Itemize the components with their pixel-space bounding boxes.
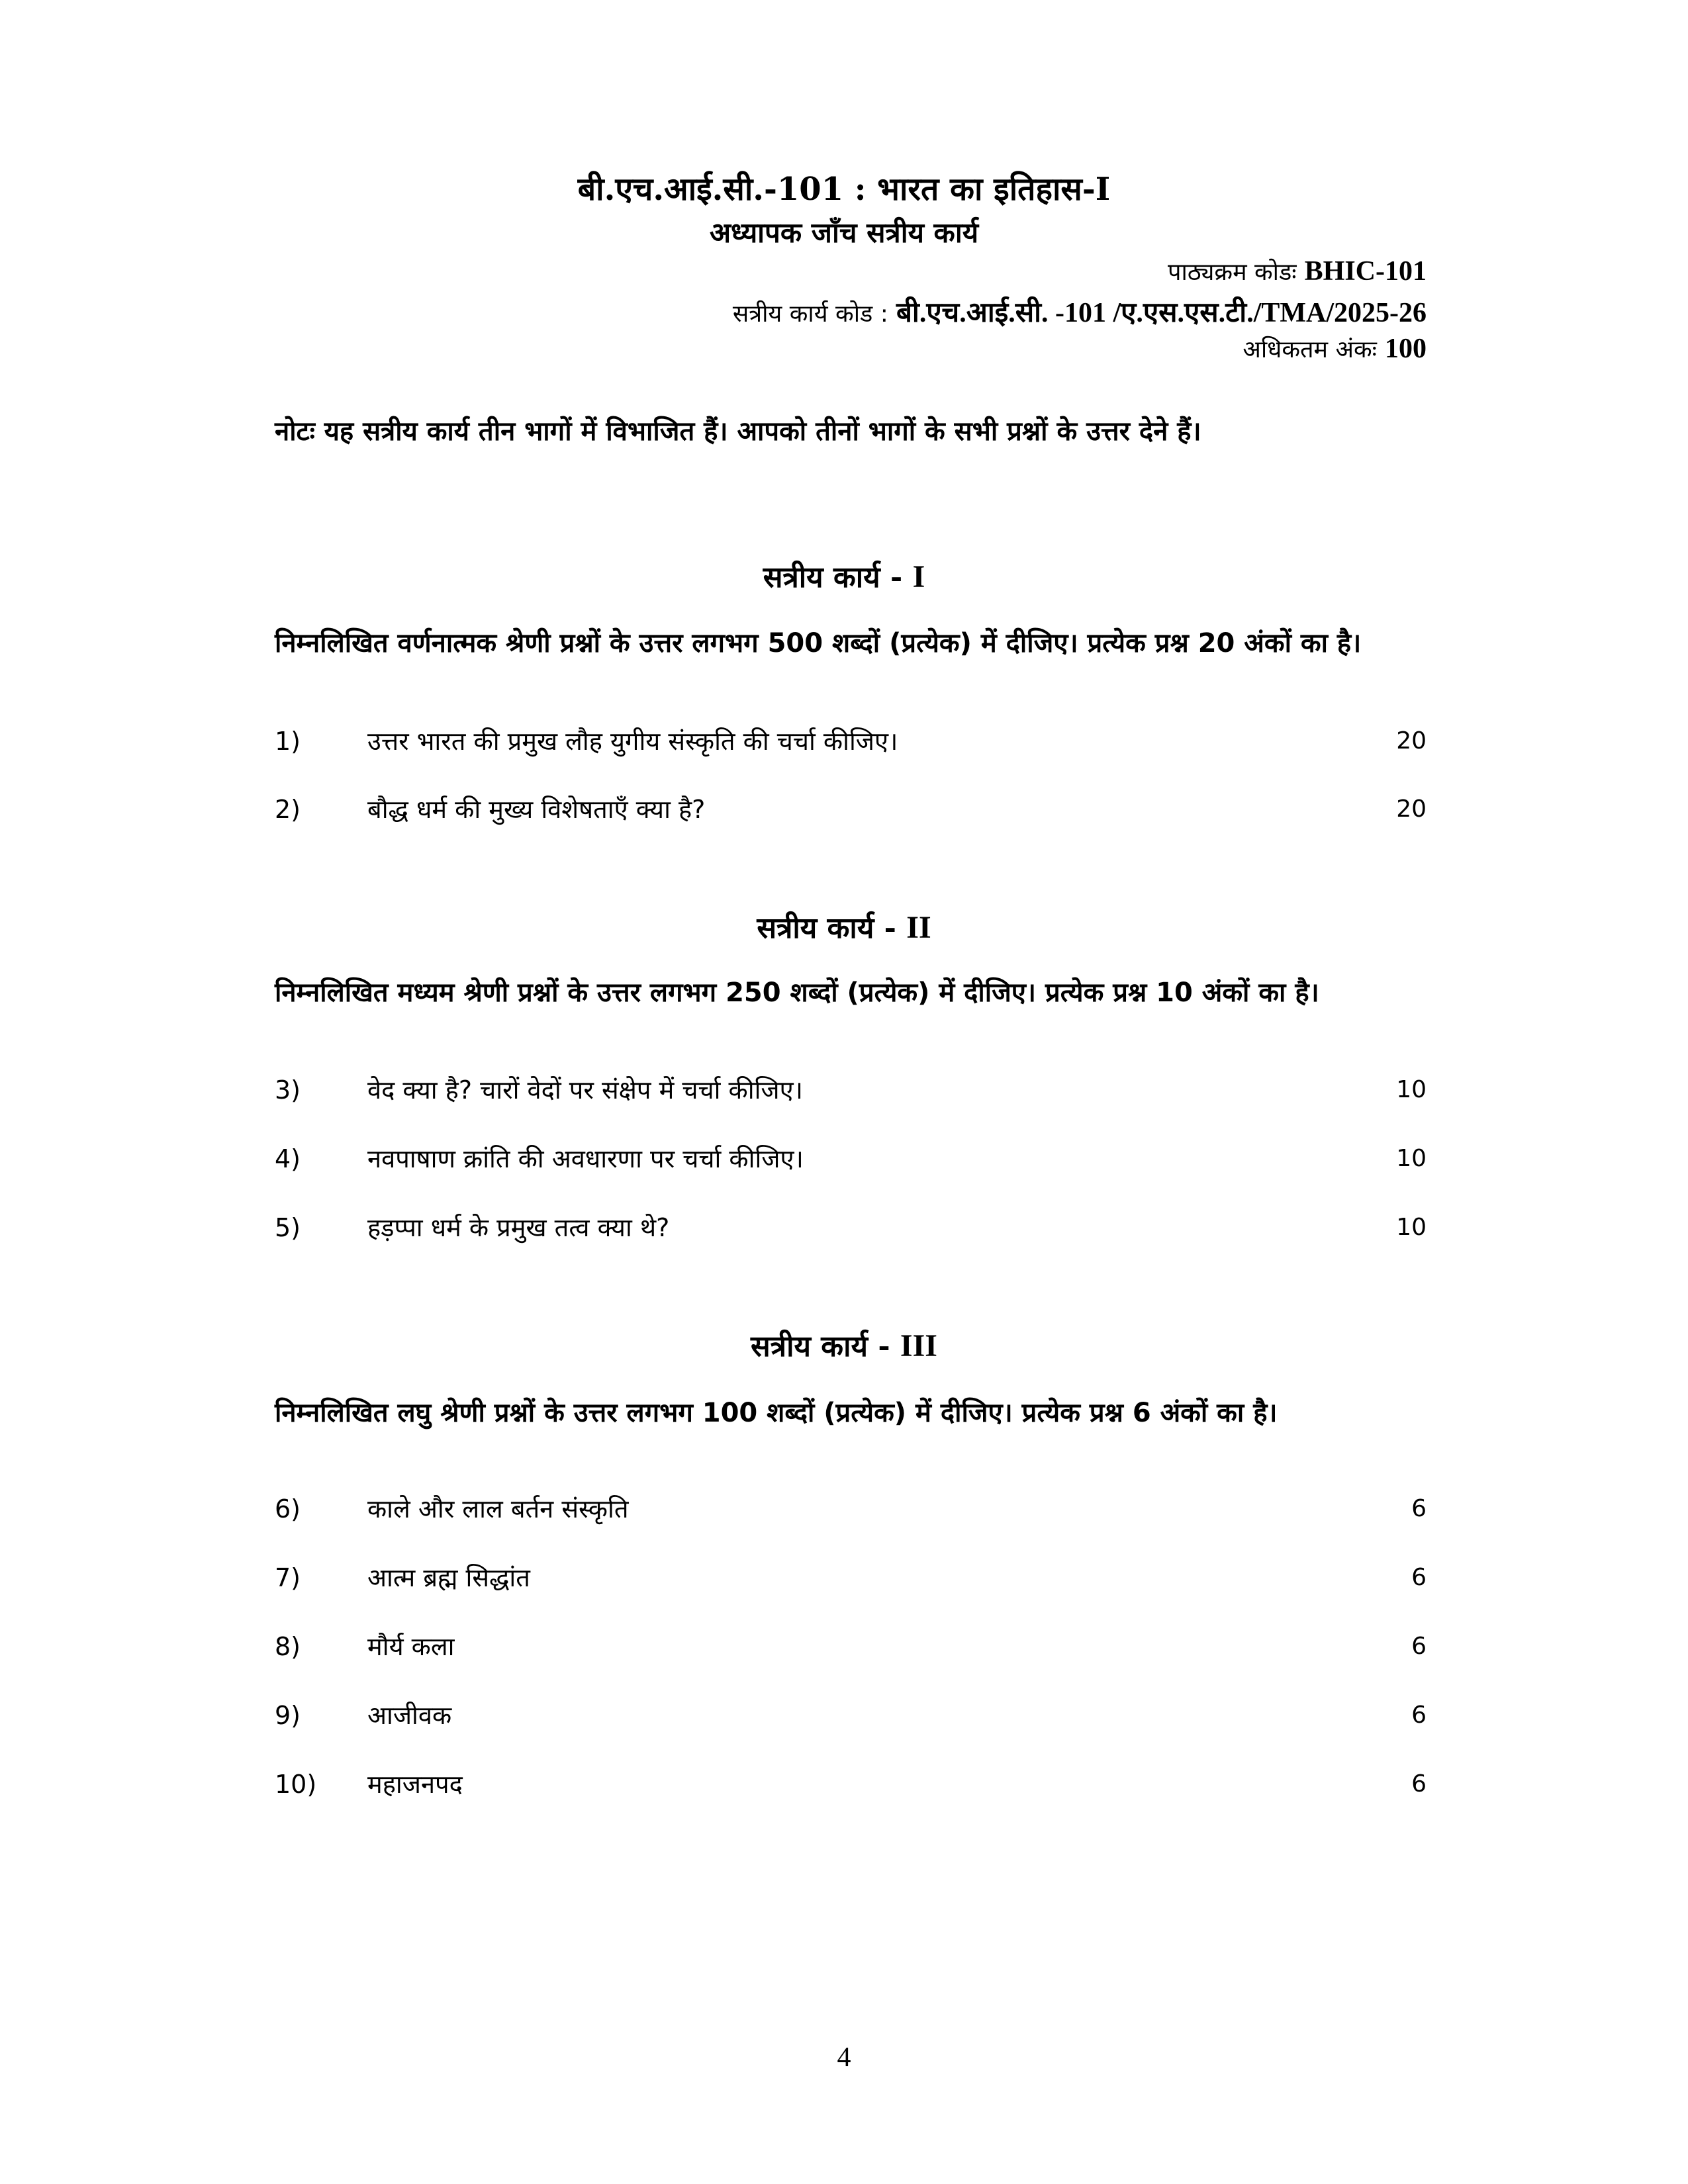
question-text: आजीवक: [367, 1701, 452, 1730]
question-number: 6): [275, 1494, 301, 1524]
question-marks: 20: [1396, 727, 1427, 754]
question-text: मौर्य कला: [367, 1632, 455, 1661]
document-title: बी.एच.आई.सी.-101 : भारत का इतिहास-I: [577, 171, 1111, 208]
max-marks-line: [1243, 332, 1427, 365]
question-number: 1): [275, 727, 301, 756]
question-row: [275, 1208, 1427, 1248]
question-marks: 10: [1396, 1145, 1427, 1172]
question-text: उत्तर भारत की प्रमुख लौह युगीय संस्कृति की चर्चा कीजिए।: [367, 727, 898, 756]
course-code-label: पाठ्यक्रम कोडः: [1168, 259, 1297, 286]
question-number: 4): [275, 1144, 301, 1173]
question-marks: 10: [1396, 1076, 1427, 1103]
section-heading-text: सत्रीय कार्य -: [757, 911, 896, 945]
question-text: हड़प्पा धर्म के प्रमुख तत्व क्या थे?: [367, 1213, 670, 1242]
question-number: 2): [275, 795, 301, 824]
question-number: 3): [275, 1075, 301, 1105]
page-number: 4: [837, 2042, 851, 2073]
course-code-line: [1168, 255, 1427, 287]
assignment-code-label: सत्रीय कार्य कोड :: [732, 300, 888, 328]
question-text: महाजनपद: [367, 1770, 463, 1799]
question-number: 9): [275, 1701, 301, 1730]
max-marks: 100: [1385, 334, 1427, 364]
question-text: नवपाषाण क्रांति की अवधारणा पर चर्चा कीजिए।: [367, 1144, 804, 1173]
question-row: [275, 1764, 1427, 1804]
question-row: [275, 790, 1427, 829]
question-row: [275, 1139, 1427, 1179]
question-number: 5): [275, 1213, 301, 1242]
question-row: [275, 1627, 1427, 1666]
max-marks-label: अधिकतम अंकः: [1243, 336, 1377, 363]
question-marks: 6: [1411, 1495, 1427, 1522]
section-instruction-3: निम्नलिखित लघु श्रेणी प्रश्नों के उत्तर लगभग 100 शब्दों (प्रत्येक) में दीजिए। प्रत्येक प्रश्न 6 अंकों का है।: [275, 1398, 1278, 1428]
section-roman-numeral: II: [906, 910, 931, 945]
question-row: [275, 1696, 1427, 1735]
section-heading-1: [0, 556, 1688, 596]
question-marks: 10: [1396, 1214, 1427, 1241]
note-paragraph: नोटः यह सत्रीय कार्य तीन भागों में विभाजित हैं। आपको तीनों भागों के सभी प्रश्नों के उत्तर देने हैं।: [275, 416, 1201, 447]
assignment-code-line: [733, 293, 1427, 330]
section-heading-text: सत्रीय कार्य -: [751, 1330, 890, 1363]
section-heading-text: सत्रीय कार्य -: [763, 561, 903, 594]
question-text: आत्म ब्रह्म सिद्धांत: [367, 1563, 530, 1592]
section-roman-numeral: I: [912, 559, 925, 594]
question-marks: 6: [1411, 1770, 1427, 1797]
section-heading-3: [0, 1325, 1688, 1365]
question-row: [275, 1489, 1427, 1529]
section-heading-2: [0, 907, 1688, 946]
question-marks: 6: [1411, 1702, 1427, 1729]
section-roman-numeral: III: [900, 1328, 937, 1363]
section-instruction-2: निम्नलिखित मध्यम श्रेणी प्रश्नों के उत्तर लगभग 250 शब्दों (प्रत्येक) में दीजिए। प्रत्येक प्रश्न 10 अंकों का है।: [275, 978, 1319, 1008]
document-subtitle: अध्यापक जाँच सत्रीय कार्य: [709, 216, 979, 249]
assignment-code: बी.एच.आई.सी. -101 /ए.एस.एस.टी./TMA/2025-26: [896, 298, 1427, 328]
question-marks: 6: [1411, 1564, 1427, 1591]
question-row: [275, 1070, 1427, 1110]
question-text: वेद क्या है? चारों वेदों पर संक्षेप में चर्चा कीजिए।: [367, 1075, 804, 1105]
course-code: BHIC-101: [1304, 256, 1427, 287]
question-number: 10): [275, 1770, 317, 1799]
question-number: 7): [275, 1563, 301, 1592]
question-row: [275, 721, 1427, 761]
question-number: 8): [275, 1632, 301, 1661]
question-row: [275, 1558, 1427, 1598]
question-marks: 6: [1411, 1633, 1427, 1660]
question-text: बौद्ध धर्म की मुख्य विशेषताएँ क्या है?: [367, 795, 706, 824]
section-instruction-1: निम्नलिखित वर्णनात्मक श्रेणी प्रश्नों के उत्तर लगभग 500 शब्दों (प्रत्येक) में दीजिए। प्रत्येक प्रश्न 20 अंकों का है।: [275, 628, 1362, 659]
question-marks: 20: [1396, 796, 1427, 823]
question-text: काले और लाल बर्तन संस्कृति: [367, 1494, 629, 1524]
